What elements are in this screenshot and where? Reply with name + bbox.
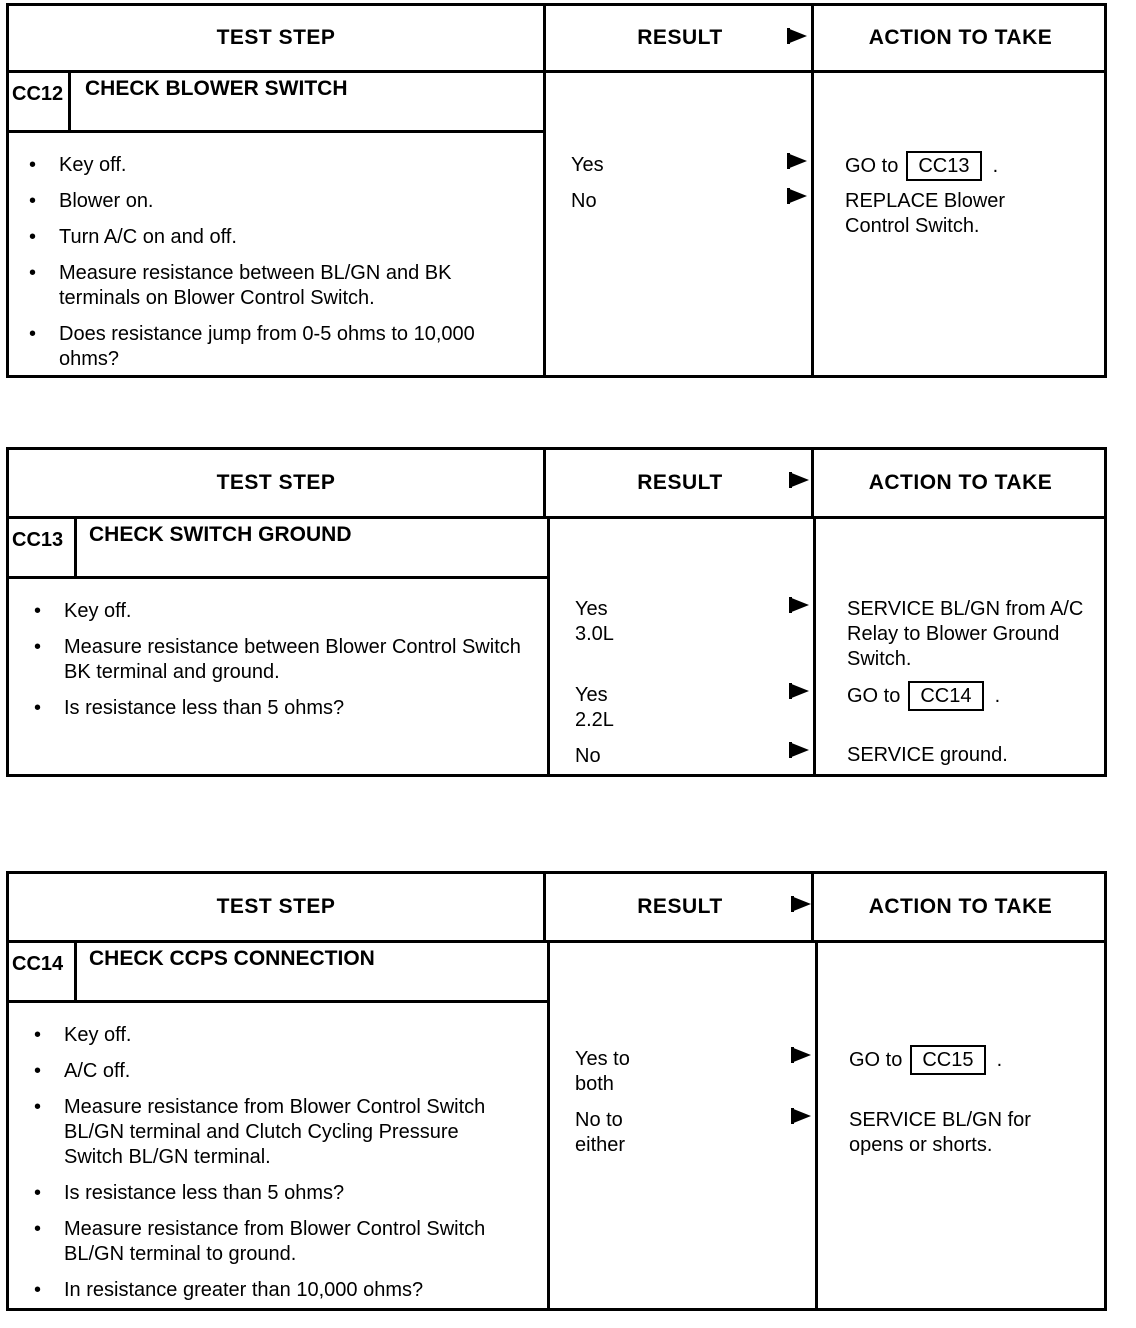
action-service-blgn: SERVICE BL/GN from A/C Relay to Blower Ground Switch.: [847, 598, 1084, 670]
goto-step-box: CC13: [906, 151, 981, 181]
table-header: [9, 6, 1104, 73]
result-yes-3-0l: Yes 3.0L: [575, 598, 614, 645]
result-yes: Yes: [571, 154, 604, 176]
test-table-cc13: TEST STEP RESULT ACTION TO TAKE CC13 CHECK SWITCH GROUND • Key off. • Measure resistance between Blower Control Switch BK terminal and ground. • Is resistance less than 5 ohms? Yes 3.0L Yes 2.2L No SERVICE BL/GN from A/C Relay to Blower Ground Switch. GO to CC14 . SERVICE ground.: [6, 447, 1107, 777]
goto-step-box: CC15: [910, 1045, 985, 1075]
result-arrow-icon: [787, 153, 807, 169]
header-result: RESULT: [543, 874, 814, 940]
action-goto: GO to CC13 .: [845, 151, 998, 181]
result-no-to-either: No to either: [575, 1109, 626, 1156]
action-replace: REPLACE Blower Control Switch.: [845, 190, 1006, 237]
action-service-blgn: SERVICE BL/GN for opens or shorts.: [849, 1109, 1031, 1156]
result-arrow-icon: [787, 188, 807, 204]
step-title-box: [9, 73, 543, 133]
step-title: CHECK SWITCH GROUND: [89, 523, 352, 546]
table-header: [9, 450, 1104, 519]
step-id: CC13: [9, 519, 77, 576]
result-arrow-icon: [791, 1047, 811, 1063]
header-arrow-icon: [787, 28, 807, 44]
step-title: CHECK BLOWER SWITCH: [85, 77, 348, 100]
step-title-box: [9, 943, 547, 1003]
result-no: No: [571, 190, 597, 212]
action-goto: GO to CC14 .: [847, 681, 1000, 711]
table-header: [9, 874, 1104, 943]
header-test-step: TEST STEP: [216, 895, 336, 918]
result-no: No: [575, 745, 601, 767]
step-id: CC14: [9, 943, 77, 1000]
header-arrow-icon: [791, 896, 811, 912]
header-action: ACTION TO TAKE: [811, 874, 1107, 940]
step-title: CHECK CCPS CONNECTION: [89, 947, 375, 970]
header-test-step: TEST STEP: [216, 471, 336, 494]
header-test-step: TEST STEP: [216, 26, 336, 49]
result-yes-2-2l: Yes 2.2L: [575, 684, 614, 731]
result-arrow-icon: [789, 683, 809, 699]
result-yes-to-both: Yes to both: [575, 1048, 630, 1095]
result-arrow-icon: [791, 1108, 811, 1124]
header-action: ACTION TO TAKE: [811, 6, 1107, 70]
action-service-ground: SERVICE ground.: [847, 744, 1008, 766]
header-result: RESULT: [543, 6, 814, 70]
header-arrow-icon: [789, 472, 809, 488]
header-action: ACTION TO TAKE: [811, 450, 1107, 516]
result-arrow-icon: [789, 742, 809, 758]
action-goto: GO to CC15 .: [849, 1045, 1002, 1075]
step-id: CC12: [9, 73, 71, 130]
result-arrow-icon: [789, 597, 809, 613]
goto-step-box: CC14: [908, 681, 983, 711]
test-table-cc14: TEST STEP RESULT ACTION TO TAKE CC14 CHECK CCPS CONNECTION • Key off. • A/C off. • Measure resistance from Blower Control Switch BL/GN terminal and Clutch Cycling Pressure Switch BL/GN terminal. • Is resistance less than 5 ohms? • Measure resistance from Blower Control Switch BL/GN terminal to ground. • In resistance greater than 10,000 ohms? Yes to both No to either GO to CC15 . SERVICE BL/GN for opens or shorts.: [6, 871, 1107, 1311]
test-table-cc12: TEST STEP RESULT ACTION TO TAKE CC12 CHECK BLOWER SWITCH • Key off. • Blower on. • Turn A/C on and off. • Measure resistance between BL/GN and BK terminals on Blower Control Switch. • Does resistance jump from 0-5 ohms to 10,000 ohms? Yes No GO to CC13 . REPLACE Blower Control Switch.: [6, 3, 1107, 378]
header-result: RESULT: [543, 450, 814, 516]
step-title-box: [9, 519, 547, 579]
